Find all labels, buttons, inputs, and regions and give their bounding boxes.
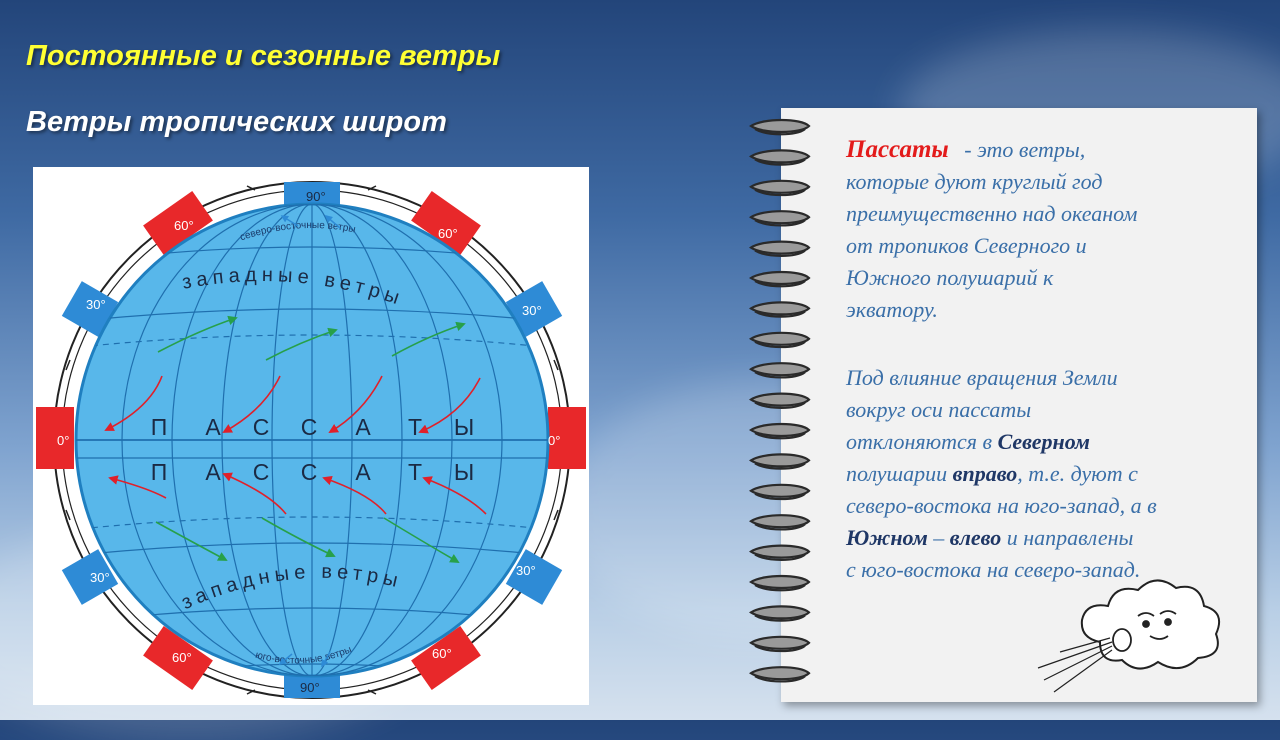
trade-letter: С (252, 414, 270, 440)
trade-letter: А (355, 414, 371, 440)
lat-label-s60r: 60° (432, 646, 452, 661)
explanation-block (846, 362, 1246, 586)
definition-line: которые дуют круглый год (846, 169, 1103, 194)
definition-line: экватору. (846, 297, 938, 322)
explanation-line (846, 522, 1246, 554)
blowing-cloud-icon (1030, 572, 1240, 702)
emphasis-southern: Южном (846, 525, 928, 550)
trade-letter: Т (407, 414, 423, 440)
slide-title: Постоянные и сезонные ветры (26, 40, 501, 72)
notebook-spiral (743, 118, 823, 688)
explanation-line: вокруг оси пассаты (846, 397, 1032, 422)
definition-line-1 (846, 134, 1246, 166)
explanation-text: , т.е. дуют с (1017, 461, 1138, 486)
explanation-text: – (927, 525, 950, 550)
explanation-line: с юго-востока на северо-запад. (846, 557, 1141, 582)
explanation-line (846, 426, 1246, 458)
explanation-text: отклоняются в (846, 429, 998, 454)
trade-letter: Ы (453, 414, 475, 440)
definition-block (846, 134, 1246, 326)
trade-letter: С (300, 459, 318, 485)
trade-letter: А (205, 414, 221, 440)
polar-south-label: юго-восточные ветры (254, 644, 354, 667)
slide-subtitle: Ветры тропических широт (26, 106, 447, 138)
definition-line: Южного полушарий к (846, 265, 1054, 290)
lat-label-s30l: 30° (90, 570, 110, 585)
wind-map (33, 167, 589, 705)
explanation-line: Под влияние вращения Земли (846, 365, 1118, 390)
wind-map-panel (33, 167, 589, 705)
term-passaty: Пассаты (846, 136, 949, 163)
polar-north-label: северо-восточные ветры (238, 219, 357, 244)
trade-letter: Ы (453, 459, 475, 485)
trade-letter: П (150, 459, 168, 485)
lat-label-eq-l: 0° (57, 433, 70, 448)
explanation-line (846, 458, 1246, 490)
west-winds-south-label: западные ветры (178, 560, 405, 615)
explanation-text: полушарии (846, 461, 953, 486)
definition-line: от тропиков Северного и (846, 233, 1087, 258)
west-winds-north-label: западные ветры (180, 264, 407, 311)
definition-line: преимущественно над океаном (846, 201, 1138, 226)
lat-label-s60l: 60° (172, 650, 192, 665)
lat-label-s90: 90° (300, 680, 320, 695)
trade-letter: С (252, 459, 270, 485)
trade-letter: С (300, 414, 318, 440)
trade-letter: Т (407, 459, 423, 485)
lat-label-n30l: 30° (86, 297, 106, 312)
lat-label-n60r: 60° (438, 226, 458, 241)
lat-label-eq-r: 0° (548, 433, 561, 448)
trade-letter: А (355, 459, 371, 485)
trade-letter: П (150, 414, 168, 440)
definition-text: - это ветры, (958, 137, 1086, 162)
lat-label-n60l: 60° (174, 218, 194, 233)
lat-label-n30r: 30° (522, 303, 542, 318)
trade-letter: А (205, 459, 221, 485)
lat-label-s30r: 30° (516, 563, 536, 578)
emphasis-northern: Северном (997, 429, 1090, 454)
explanation-text: и направлены (1001, 525, 1134, 550)
lat-label-n90: 90° (306, 189, 326, 204)
emphasis-right: вправо (952, 461, 1018, 486)
emphasis-left: влево (949, 525, 1002, 550)
explanation-line: северо-востока на юго-запад, а в (846, 493, 1157, 518)
